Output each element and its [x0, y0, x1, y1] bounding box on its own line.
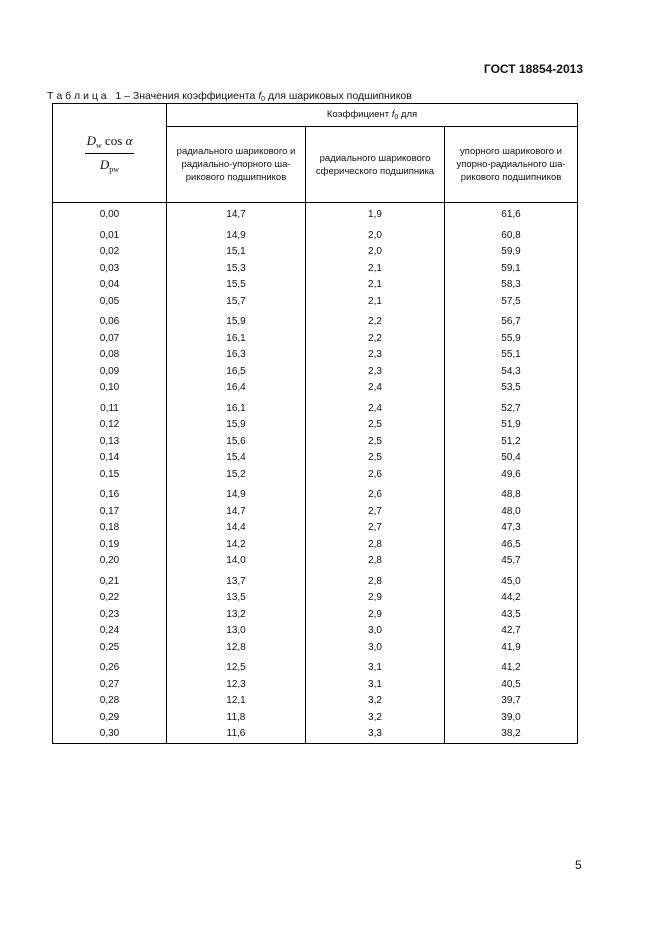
table-value: 0,24 [99, 625, 120, 636]
spherical-value-cell [306, 483, 445, 570]
table-value: 2,6 [368, 468, 382, 480]
table-value: 55,1 [501, 349, 521, 360]
table-value: 50,4 [501, 452, 521, 463]
table-value: 61,6 [501, 209, 521, 220]
table-value: 0,27 [99, 678, 120, 690]
table-value: 40,5 [501, 678, 521, 690]
table-value: 0,07 [99, 332, 120, 344]
table-value: 0,12 [99, 419, 120, 430]
table-value: 15,4 [226, 452, 246, 463]
table-value: 0,18 [99, 522, 120, 533]
table-value: 0,08 [99, 349, 120, 360]
standard-code: ГОСТ 18854-2013 [483, 62, 583, 76]
table-value: 39,0 [501, 711, 521, 723]
table-value: 16,3 [226, 349, 246, 360]
table-value: 3,3 [368, 728, 382, 739]
table-value: 11,6 [226, 728, 246, 739]
table-value: 14,9 [226, 489, 246, 500]
table-value: 59,1 [501, 262, 521, 274]
table-value: 41,9 [501, 641, 521, 653]
thrust-value-cell [445, 310, 578, 397]
table-value: 58,3 [501, 279, 521, 290]
spherical-value-cell [306, 310, 445, 397]
table-value: 57,5 [501, 295, 521, 307]
table-value: 2,5 [368, 435, 382, 447]
table-value: 0,22 [99, 592, 120, 603]
caption-symbol: f [258, 90, 262, 102]
ratio-cell [53, 224, 167, 311]
table-value: 14,0 [226, 555, 246, 566]
table-value: 0,01 [99, 229, 120, 241]
table-value: 2,9 [368, 592, 382, 603]
caption-rest: для шариковых подшипников [265, 90, 412, 102]
column-header-spherical: радиального шарикового сферического подшипника [306, 127, 445, 203]
table-value: 0,16 [99, 489, 120, 500]
table-row-group [53, 570, 578, 657]
formula-fraction [85, 133, 135, 174]
ratio-cell [53, 397, 167, 484]
table-value: 41,2 [501, 662, 521, 673]
table-value: 16,4 [226, 382, 246, 393]
table-value: 2,6 [368, 489, 382, 500]
table-value: 14,7 [226, 209, 246, 220]
table-value: 3,2 [368, 711, 382, 723]
column-header-thrust: упорного шарикового и упорно-радиального ша-рикового подшипников [445, 127, 578, 203]
table-value: 2,7 [368, 522, 382, 533]
table-row-group [53, 483, 578, 570]
table-value: 13,0 [226, 625, 246, 636]
table-value: 0,23 [99, 608, 120, 620]
table-value: 3,0 [368, 625, 382, 636]
table-value: 2,8 [368, 555, 382, 566]
radial-value-cell [167, 397, 306, 484]
ratio-cell [53, 570, 167, 657]
radial-value-cell [167, 224, 306, 311]
table-value: 2,3 [368, 349, 382, 360]
table-value: 15,9 [226, 419, 246, 430]
table-row-group [53, 397, 578, 484]
radial-value-cell [167, 310, 306, 397]
table-value: 45,7 [501, 555, 521, 566]
table-value: 13,5 [226, 592, 246, 603]
table-value: 0,13 [99, 435, 120, 447]
ratio-cell [53, 203, 167, 224]
table-value: 2,5 [368, 419, 382, 430]
table-value: 14,2 [226, 538, 246, 550]
formula-numerator: $D_w$ cos α [85, 133, 135, 154]
radial-value-cell [167, 656, 306, 743]
table-value: 13,2 [226, 608, 246, 620]
table-value: 2,2 [368, 332, 382, 344]
table-value: 2,8 [368, 538, 382, 550]
table-row-group [53, 224, 578, 311]
spherical-value-cell [306, 570, 445, 657]
table-value: 0,26 [99, 662, 120, 673]
table-value: 52,7 [501, 402, 521, 414]
table-value: 3,2 [368, 695, 382, 706]
table-value: 11,8 [226, 711, 246, 723]
table-value: 16,1 [226, 332, 246, 344]
thrust-value-cell [445, 397, 578, 484]
table-value: 0,10 [99, 382, 120, 393]
table-value: 15,7 [226, 295, 246, 307]
table-value: 46,5 [501, 538, 521, 550]
table-value: 3,1 [368, 678, 382, 690]
spherical-value-cell [306, 656, 445, 743]
table-value: 49,6 [501, 468, 521, 480]
table-value: 0,29 [99, 711, 120, 723]
table-value: 0,04 [99, 279, 120, 290]
table-value: 2,2 [368, 316, 382, 327]
table-value: 0,20 [99, 555, 120, 566]
table-value: 2,1 [368, 295, 382, 307]
table-value: 2,1 [368, 279, 382, 290]
table-value: 14,7 [226, 505, 246, 517]
table-row-group [53, 310, 578, 397]
table-value: 48,0 [501, 505, 521, 517]
table-value: 44,2 [501, 592, 521, 603]
caption-symbol-sub: 0 [261, 96, 266, 103]
table-value: 16,1 [226, 402, 246, 414]
table-value: 2,7 [368, 505, 382, 517]
table-value: 60,8 [501, 229, 521, 241]
thrust-value-cell [445, 483, 578, 570]
table-value: 3,1 [368, 662, 382, 673]
table-value: 15,3 [226, 262, 246, 274]
table-value: 0,28 [99, 695, 120, 706]
table-value: 59,9 [501, 246, 521, 257]
table-value: 12,5 [226, 662, 246, 673]
radial-value-cell [167, 483, 306, 570]
table-value: 51,9 [501, 419, 521, 430]
table-value: 15,9 [226, 316, 246, 327]
radial-value-cell [167, 570, 306, 657]
table-value: 0,30 [99, 728, 120, 739]
formula-header [53, 104, 167, 203]
caption-label: Т а б л и ц а 1 – Значения коэффициента [47, 90, 259, 102]
table-value: 15,2 [226, 468, 246, 480]
radial-value-cell [167, 203, 306, 224]
table-value: 2,4 [368, 382, 382, 393]
table-value: 53,5 [501, 382, 521, 393]
table-value: 0,11 [100, 402, 119, 414]
table-value: 12,3 [226, 678, 246, 690]
table-value: 0,21 [99, 575, 120, 587]
table-value: 2,9 [368, 608, 382, 620]
table-value: 12,1 [226, 695, 246, 706]
ratio-cell [53, 656, 167, 743]
table-row-group [53, 656, 578, 743]
table-value: 0,00 [99, 209, 120, 220]
table-value: 2,8 [368, 575, 382, 587]
table-value: 0,15 [99, 468, 120, 480]
table-value: 0,06 [99, 316, 120, 327]
table-caption [47, 90, 412, 103]
coefficient-table [52, 103, 578, 744]
table-value: 14,4 [226, 522, 246, 533]
table-value: 15,1 [226, 246, 246, 257]
table-value: 0,14 [99, 452, 120, 463]
table-value: 51,2 [501, 435, 521, 447]
table-value: 13,7 [226, 575, 246, 587]
page-number: 5 [575, 858, 582, 872]
table-body [53, 203, 578, 744]
ratio-cell [53, 310, 167, 397]
table-value: 2,0 [368, 246, 382, 257]
formula-denominator: $D_{pw}$ [99, 156, 120, 174]
table-value: 39,7 [501, 695, 521, 706]
table-value: 2,3 [368, 365, 382, 377]
table-value: 2,5 [368, 452, 382, 463]
table-value: 2,0 [368, 229, 382, 241]
table-value: 16,5 [226, 365, 246, 377]
table-value: 14,9 [226, 229, 246, 241]
table-value: 55,9 [501, 332, 521, 344]
table-value: 38,2 [501, 728, 521, 739]
table-value: 3,0 [368, 641, 382, 653]
spherical-value-cell [306, 203, 445, 224]
table-value: 0,03 [99, 262, 120, 274]
table-value: 48,8 [501, 489, 521, 500]
ratio-cell [53, 483, 167, 570]
table-value: 15,5 [226, 279, 246, 290]
table-value: 56,7 [501, 316, 521, 327]
table-value: 47,3 [501, 522, 521, 533]
thrust-value-cell [445, 570, 578, 657]
spherical-value-cell [306, 397, 445, 484]
table-row-group [53, 203, 578, 224]
table-value: 54,3 [501, 365, 521, 377]
table-value: 0,25 [99, 641, 120, 653]
table-value: 15,6 [226, 435, 246, 447]
table-value: 43,5 [501, 608, 521, 620]
thrust-value-cell [445, 656, 578, 743]
spherical-value-cell [306, 224, 445, 311]
table-value: 12,8 [226, 641, 246, 653]
table-value: 45,0 [501, 575, 521, 587]
thrust-value-cell [445, 224, 578, 311]
table-value: 2,4 [368, 402, 382, 414]
thrust-value-cell [445, 203, 578, 224]
table-value: 0,17 [99, 505, 120, 517]
coefficient-header: Коэффициент $f_0$ для [167, 104, 578, 127]
table-value: 0,19 [99, 538, 120, 550]
column-header-radial: радиального шарикового и радиально-упорного ша-рикового подшипников [167, 127, 306, 203]
table-value: 42,7 [501, 625, 521, 636]
table-value: 2,1 [368, 262, 382, 274]
table-value: 0,02 [99, 246, 120, 257]
table-value: 0,09 [99, 365, 120, 377]
table-value: 1,9 [368, 209, 382, 220]
table-value: 0,05 [99, 295, 120, 307]
